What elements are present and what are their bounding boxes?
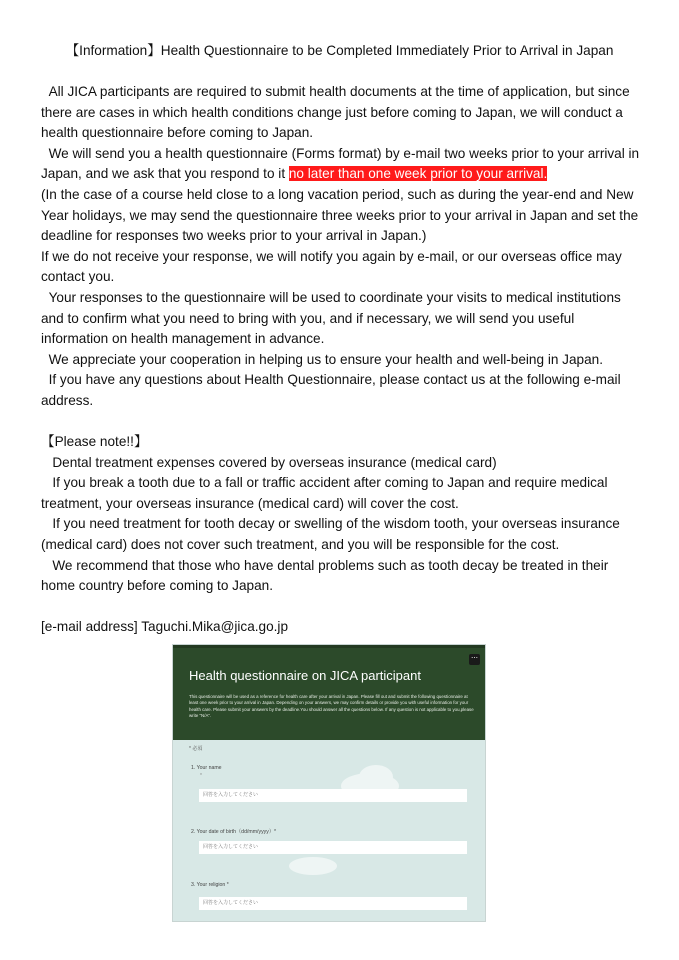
note-line-4 [41,556,641,597]
note-line-3 [41,514,641,555]
paragraph-send [41,144,641,185]
note-line-4-text: We recommend that those who have dental problems such as tooth decay be treated in their home country before coming to Japan. [41,557,609,594]
form-screenshot [172,644,486,922]
paragraph-responses [41,288,641,350]
paragraph-contact-text: If you have any questions about Health Questionnaire, please contact us at the following e-mail address. [41,372,621,408]
paragraph-intro-text: All JICA participants are required to submit health documents at the time of application, but since there are cases in which health conditions change just before coming to Japan, we will conduct a health questionnaire before coming to Japan. [41,84,630,141]
note-line-2 [41,473,641,514]
cloud-decoration [289,857,337,875]
paragraph-vacation: (In the case of a course held close to a long vacation period, such as during the year-end and New Year holidays, we may send the questionnaire three weeks prior to your arrival in Japan and set the deadline for responses two weeks prior to your arrival in Japan.) [41,186,639,244]
question-religion-label: 3. Your religion * [191,882,229,888]
note-heading: 【Please note!!】 [41,434,148,450]
note-line-1-text: Dental treatment expenses covered by overseas insurance (medical card) [52,454,497,470]
paragraph-cooperation [41,350,641,371]
paragraph-contact [41,370,641,411]
form-body [173,737,485,921]
note-line-3-text: If you need treatment for tooth decay or swelling of the wisdom tooth, your overseas insurance (medical card) does not cover such treatment, and you will be responsible for the cost. [41,516,620,553]
form-description: This questionnaire will be used as a reference for health care after your arrival in Japan. Please fill out and submit the following questionnaire at least one week prior to your arrival in Japan. Depending on your answers, we may confirm details or provide you with useful information for your health care. Please submit your answers by the deadline.You should answer all the questions below. If any question is not applicable to you,please write "N/A". [189,694,474,718]
question-birth-label: 2. Your date of birth（dd/mm/yyyy）* [191,829,277,835]
question-name-label: 1. Your name [191,765,222,771]
email-address[interactable]: Taguchi.Mika@jica.go.jp [141,619,289,635]
paragraph-send-text: We will send you a health questionnaire (Forms format) by e-mail two weeks prior to your arrival in Japan, and we ask that you respond to it [41,145,640,182]
page-title: 【Information】Health Questionnaire to be Completed Immediately Prior to Arrival in Japan [65,43,614,58]
religion-input[interactable]: 回答を入力してください [199,897,467,910]
paragraph-notify: If we do not receive your response, we will notify you again by e-mail, or our overseas office may contact you. [41,248,622,285]
form-title: Health questionnaire on JICA participant [189,668,421,683]
paragraph-responses-text: Your responses to the questionnaire will be used to coordinate your visits to medical institutions and to confirm what you need to bring with you, and if necessary, we will send you useful information on health management in advance. [41,289,621,347]
name-input[interactable]: 回答を入力してください [199,789,467,802]
birth-date-input[interactable]: 回答を入力してください [199,841,467,854]
question-name-required: * [200,773,202,779]
cloud-decoration [359,765,393,789]
form-header [173,645,485,740]
email-line [41,617,641,638]
body-text [41,82,641,638]
email-label: [e-mail address] [41,619,138,635]
paragraph-intro [41,82,641,144]
paragraph-cooperation-text: We appreciate your cooperation in helping us to ensure your health and well-being in Japan. [48,351,603,367]
deadline-highlight: no later than one week prior to your arrival. [288,166,548,182]
note-line-1 [41,453,641,474]
note-line-2-text: If you break a tooth due to a fall or traffic accident after coming to Japan and require medical treatment, your overseas insurance (medical card) will cover the cost. [41,475,608,511]
required-note: * 必須 [189,746,203,752]
more-icon[interactable]: ⋯ [469,654,480,665]
